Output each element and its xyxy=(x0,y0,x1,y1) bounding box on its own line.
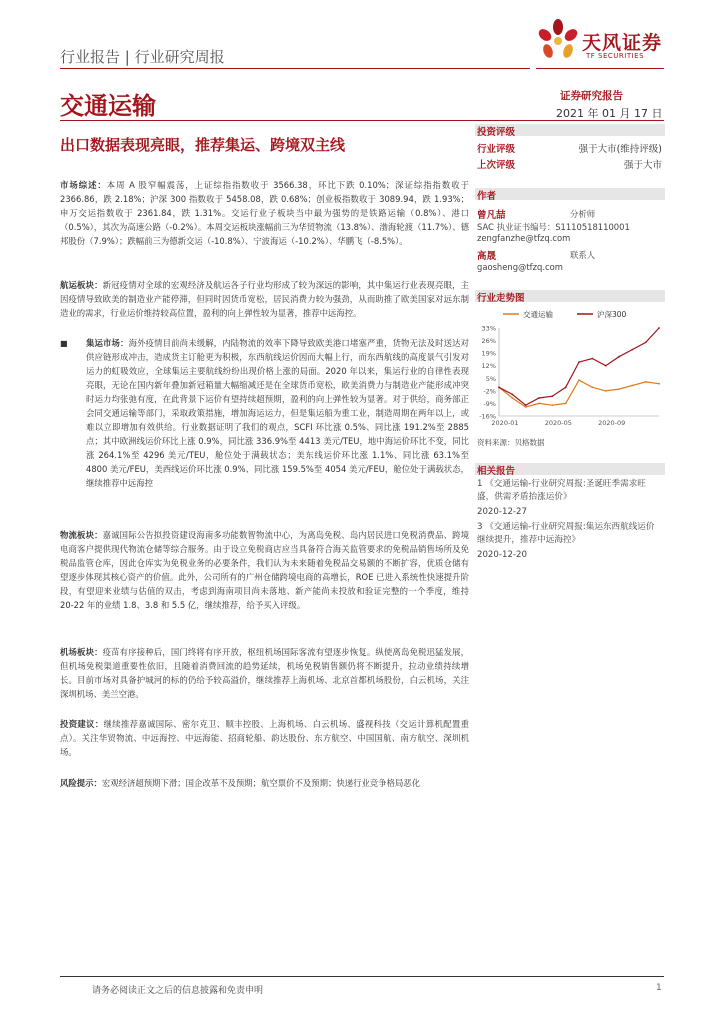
author-email[interactable]: gaosheng@tfzq.com xyxy=(477,262,563,272)
data-point xyxy=(551,404,553,406)
data-point xyxy=(591,386,593,388)
page-number: 1 xyxy=(656,983,662,993)
data-point xyxy=(565,386,567,388)
title-rule xyxy=(60,120,664,121)
container-text: 海外疫情目前尚未缓解，内陆物流的效率下降导致欧美港口堵塞严重，货物无法及时送达对供应链形成冲击，造成货主订舱更为积极，东西航线运价因而大幅上行，而东西航线的高度景气引发对运力的虹吸效应，全球集运主要航线纷纷出现价格上涨的局面。2020 年以来，集运行业的自律性表现亮眼，无论在国内新年叠加新冠箱量大幅缩减还是在全球货币宽松，欧美消费力与制造业产能形成冲突时运力均张弛有度，在此背景下运价有望持续超预期，盈利的向上弹性较为显著。对于供给，商务部正会同交通运输等部门，采取政策措施，增加海运运力，但是集运船为重工业，制造周期在两年以上，或难以立即增加有效供给。行业数据证明了我们的观点，SCFI 环比涨 0.5%、同比涨 191.2%至 2885 点；其中欧洲线运价环比上涨 0.9%，同比涨 336.9%至 4413 美元/TEU，地中海运价环比不变，同比涨 264.1%至 4296 美元/TEU，舱位处于满载状态；美东线运价环比涨 1.1%、同比涨 63.1%至 4800 美元/FEU，美西线运价环比涨 0.9%、同比涨 159.5%至 4054 美元/FEU，舱位处于满载状态，继续推荐中远海控 xyxy=(86,338,470,488)
report-type: 行业报告 | 行业研究周报 xyxy=(60,48,225,66)
rating-value: 强于大市(维持评级) xyxy=(578,144,662,155)
container-title: 集运市场： xyxy=(86,338,129,348)
logo-sub: TF SECURITIES xyxy=(586,52,645,60)
container-section xyxy=(86,336,469,490)
data-point xyxy=(565,403,567,405)
related-date: 2020-12-20 xyxy=(477,550,527,560)
author-role: 联系人 xyxy=(570,250,596,260)
risk-section xyxy=(60,776,469,790)
market-section xyxy=(60,178,469,248)
y-tick-label: -9% xyxy=(483,399,496,408)
author-name: 高晟 xyxy=(477,251,497,262)
data-point xyxy=(605,365,607,367)
x-tick-label: 2020-09 xyxy=(598,419,626,427)
invest-text: 继续推荐嘉诚国际、密尔克卫、顺丰控股、上海机场、白云机场、盛视科技（交运计算机配置重点）。关注华贸物流、中远海控、中远海能、招商轮船、韵达股份、东方航空、中国国航、南方航空、深圳机场。 xyxy=(60,719,469,757)
airport-section xyxy=(60,645,469,701)
header-rule xyxy=(60,68,530,69)
logistics-title: 物流板块： xyxy=(60,530,103,540)
header-rule-right xyxy=(536,68,664,69)
invest-title: 投资建议： xyxy=(60,719,104,729)
airport-text: 疫苗有序接种后，国门终将有序开放，枢纽机场国际客流有望逐步恢复。纵使离岛免税迅猛发展，但机场免税渠道重要性依旧，且随着消费回流的趋势延续，机场免税销售额仍将不断提升，拉动业绩持续增长。目前市场对具备护城河的标的仍给予较高溢价，继续推荐上海机场、北京首都机场股份，白云机场，关注深圳机场、美兰空港。 xyxy=(60,647,470,699)
page-title: 交通运输 xyxy=(60,92,156,120)
data-point xyxy=(578,361,580,363)
logo-mark-icon xyxy=(536,18,580,68)
related-item[interactable]: 1 《交通运输-行业研究周报:圣诞旺季需求旺盛，供需矛盾抬涨运价》 xyxy=(477,479,646,502)
related-date: 2020-12-27 xyxy=(477,507,527,517)
author-role: 分析师 xyxy=(570,209,596,219)
chart-source: 资料来源：贝格数据 xyxy=(477,438,545,447)
author-name: 曾凡喆 xyxy=(477,210,506,221)
footer-rule xyxy=(60,976,664,977)
rating-row xyxy=(477,157,662,170)
data-point xyxy=(645,381,647,383)
data-point xyxy=(658,327,660,329)
shipping-title: 航运板块： xyxy=(60,280,103,290)
rating-title: 投资评级 xyxy=(477,127,516,138)
x-tick-label: 2020-05 xyxy=(544,419,572,427)
logistics-section xyxy=(60,528,469,612)
authors-bar xyxy=(475,188,665,200)
y-tick-label: 5% xyxy=(485,374,496,383)
author-cert: SAC 执业证书编号：S1110518110001 xyxy=(477,222,630,232)
y-tick-label: -2% xyxy=(483,387,496,396)
risk-title: 风险提示： xyxy=(60,778,102,788)
market-title: 市场综述： xyxy=(60,180,107,190)
risk-text: 宏观经济超预期下滑；国企改革不及预期；航空票价不及预期；快递行业竞争格局恶化 xyxy=(101,778,421,788)
trend-title: 行业走势图 xyxy=(477,293,525,304)
legend-label: 沪深300 xyxy=(597,310,627,319)
report-date: 2021 年 01 月 17 日 xyxy=(556,107,663,120)
data-point xyxy=(658,383,660,385)
trend-chart xyxy=(475,306,665,434)
airport-title: 机场板块： xyxy=(60,647,103,657)
data-point xyxy=(591,358,593,360)
shipping-text: 新冠疫情对全球的宏观经济及航运各子行业均形成了较为深远的影响，其中集运行业表现亮眼，主因疫情导致欧美的制造业产能停滞，但同时因货币宽松，居民消费力较为强劲，从而助推了欧美国家对远东制造业的需求，行业运价维持较高位置，盈利的向上弹性较为显著，推荐中远海控。 xyxy=(60,280,470,318)
data-point xyxy=(511,394,513,396)
y-tick-label: 33% xyxy=(481,324,496,333)
data-point xyxy=(538,403,540,405)
bullet-icon: ■ xyxy=(60,339,68,348)
series-line xyxy=(499,328,659,405)
y-tick-label: 12% xyxy=(481,362,496,371)
logo-name: 天风证券 xyxy=(582,32,663,54)
data-point xyxy=(578,379,580,381)
legend-label: 交通运输 xyxy=(523,310,553,319)
data-point xyxy=(618,388,620,390)
market-text: 本周 A 股窄幅震荡，上证综指指数收于 3566.38，环比下跌 0.10%；深证综指指数收于 2366.86，跌 2.18%；沪深 300 指数收于 5458.08，跌 0.68%；创业板指数收于 3089.94，跌 1.93%；申万交运指数收于 2361.84，跌 1.31%。交运行业子板块当中最为强势的是铁路运输（0.8%）、港口（0.5%），其次为高速公路（-0.2%）。本周交运板块涨幅前三为华贸物流（13.8%）、渤海轮渡（11.7%）、德邦股份（7.9%）；跌幅前三为德新交运（-10.8%）、宁波海运（-10.2%）、华鹏飞（-8.5%）。 xyxy=(60,180,469,246)
related-item[interactable]: 3 《交通运输-行业研究周报:集运东西航线运价继续提升，推荐中远海控》 xyxy=(477,522,655,545)
doc-type: 证券研究报告 xyxy=(560,90,623,102)
rating-value: 强于大市 xyxy=(623,160,662,171)
author-email[interactable]: zengfanzhe@tfzq.com xyxy=(477,233,571,243)
data-point xyxy=(605,390,607,392)
y-tick-label: 19% xyxy=(481,349,496,358)
authors-title: 作者 xyxy=(477,191,497,202)
rating-row xyxy=(477,141,662,154)
logistics-text: 嘉诚国际公告拟投资建设海南多功能数智物流中心，为离岛免税、岛内居民进口免税消费品、跨境电商客户提供现代物流仓储等综合服务。由于设立免税商店应当具备符合海关监管要求的免税品销售场所及免税品监管仓库，因此仓库实为免税业务的必要条件，我们认为未来随着免税品交易额的不断扩容，优质仓储有望逐步体现其核心资产的价值。此外，公司所有的广州仓储跨境电商的高增长，ROE 已进入系统性快速提升阶段，有望迎来业绩与估值的双击，考虑到海南项目尚未落地、新产能尚未投放和验证完整的一个季度，维持 20-22 年的业绩 1.8、3.8 和 5.5 亿，继续推荐，给予买入评级。 xyxy=(60,530,470,610)
data-point xyxy=(618,356,620,358)
related-title: 相关报告 xyxy=(477,466,516,477)
y-tick-label: 26% xyxy=(481,337,496,346)
data-point xyxy=(525,404,527,406)
data-point xyxy=(511,397,513,399)
data-point xyxy=(525,406,527,408)
data-point xyxy=(631,349,633,351)
data-point xyxy=(538,397,540,399)
rating-label: 行业评级 xyxy=(477,144,516,155)
rating-label: 上次评级 xyxy=(477,160,516,171)
invest-section xyxy=(60,717,469,759)
footer-disclaimer: 请务必阅读正文之后的信息披露和免责申明 xyxy=(92,986,264,996)
shipping-section xyxy=(60,278,469,320)
y-tick-label: -16% xyxy=(479,412,496,421)
data-point xyxy=(645,342,647,344)
company-logo xyxy=(536,18,696,74)
data-point xyxy=(498,386,500,388)
data-point xyxy=(631,385,633,387)
x-tick-label: 2020-01 xyxy=(491,419,519,427)
headline: 出口数据表现亮眼，推荐集运、跨境双主线 xyxy=(60,136,346,154)
data-point xyxy=(551,395,553,397)
